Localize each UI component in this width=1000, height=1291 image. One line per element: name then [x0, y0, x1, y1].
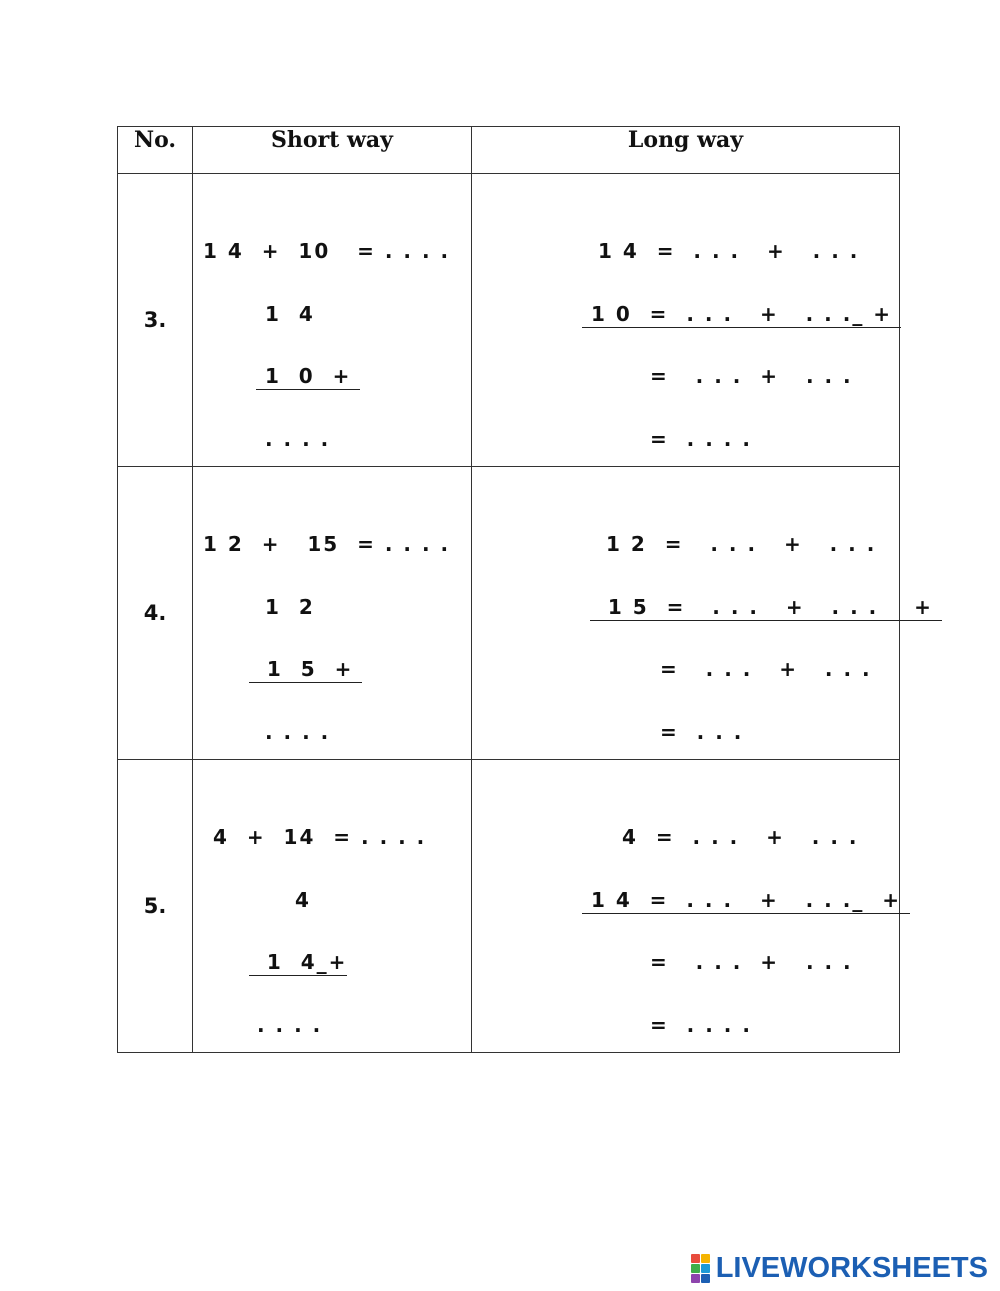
short-top-addend: 1 4 [265, 302, 315, 326]
long-answer-blank[interactable]: = . . . . [650, 1013, 752, 1037]
short-top-addend: 4 [295, 888, 311, 912]
short-answer-blank[interactable]: . . . . [265, 720, 331, 744]
header-short-way: Short way [193, 127, 472, 174]
long-way-cell [472, 467, 942, 760]
long-partial-sum[interactable]: = . . . + . . . [650, 950, 853, 974]
row-number: 3. [118, 174, 193, 467]
long-decompose-second[interactable]: 1 5 = . . . + . . . + [590, 595, 942, 619]
long-partial-sum[interactable]: = . . . + . . . [650, 364, 853, 388]
short-answer-blank[interactable]: . . . . [257, 1013, 323, 1037]
brand-name: LIVEWORKSHEETS [715, 1252, 988, 1284]
header-long-way: Long way [472, 127, 900, 174]
short-equation: 1 2 + 15 = . . . . [203, 532, 451, 556]
long-decompose-second[interactable]: 1 4 = . . . + . . ._ + [582, 888, 910, 912]
long-answer-blank[interactable]: = . . . . [650, 427, 752, 451]
long-answer-blank[interactable]: = . . . [660, 720, 744, 744]
short-way-cell [193, 467, 472, 760]
short-way-cell [193, 174, 472, 467]
long-decompose-first[interactable]: 4 = . . . + . . . [622, 825, 859, 849]
long-decompose-first[interactable]: 1 2 = . . . + . . . [606, 532, 877, 556]
short-way-cell [193, 760, 472, 1053]
short-bottom-addend: 1 5 + [249, 657, 363, 681]
short-bottom-addend: 1 0 + [256, 364, 361, 388]
long-decompose-second[interactable]: 1 0 = . . . + . . ._ + [582, 302, 902, 326]
liveworksheets-brand[interactable] [691, 1252, 988, 1285]
long-decompose-first[interactable]: 1 4 = . . . + . . . [598, 239, 860, 263]
row-number: 4. [118, 467, 193, 760]
short-equation: 4 + 14 = . . . . [213, 825, 427, 849]
short-equation: 1 4 + 10 = . . . . [203, 239, 451, 263]
table-header-row [118, 127, 900, 174]
short-top-addend: 1 2 [265, 595, 315, 619]
table-row [118, 174, 900, 467]
row-number: 5. [118, 760, 193, 1053]
worksheet-sheet [117, 126, 942, 1053]
long-way-cell [472, 174, 900, 467]
long-way-cell [472, 760, 910, 1053]
long-partial-sum[interactable]: = . . . + . . . [660, 657, 872, 681]
liveworksheets-logo-icon [691, 1254, 710, 1283]
table-row [118, 760, 900, 1053]
short-answer-blank[interactable]: . . . . [265, 427, 331, 451]
table-row [118, 467, 900, 760]
header-no: No. [118, 127, 193, 174]
short-bottom-addend: 1 4_+ [249, 950, 348, 974]
addition-table [117, 126, 942, 1053]
